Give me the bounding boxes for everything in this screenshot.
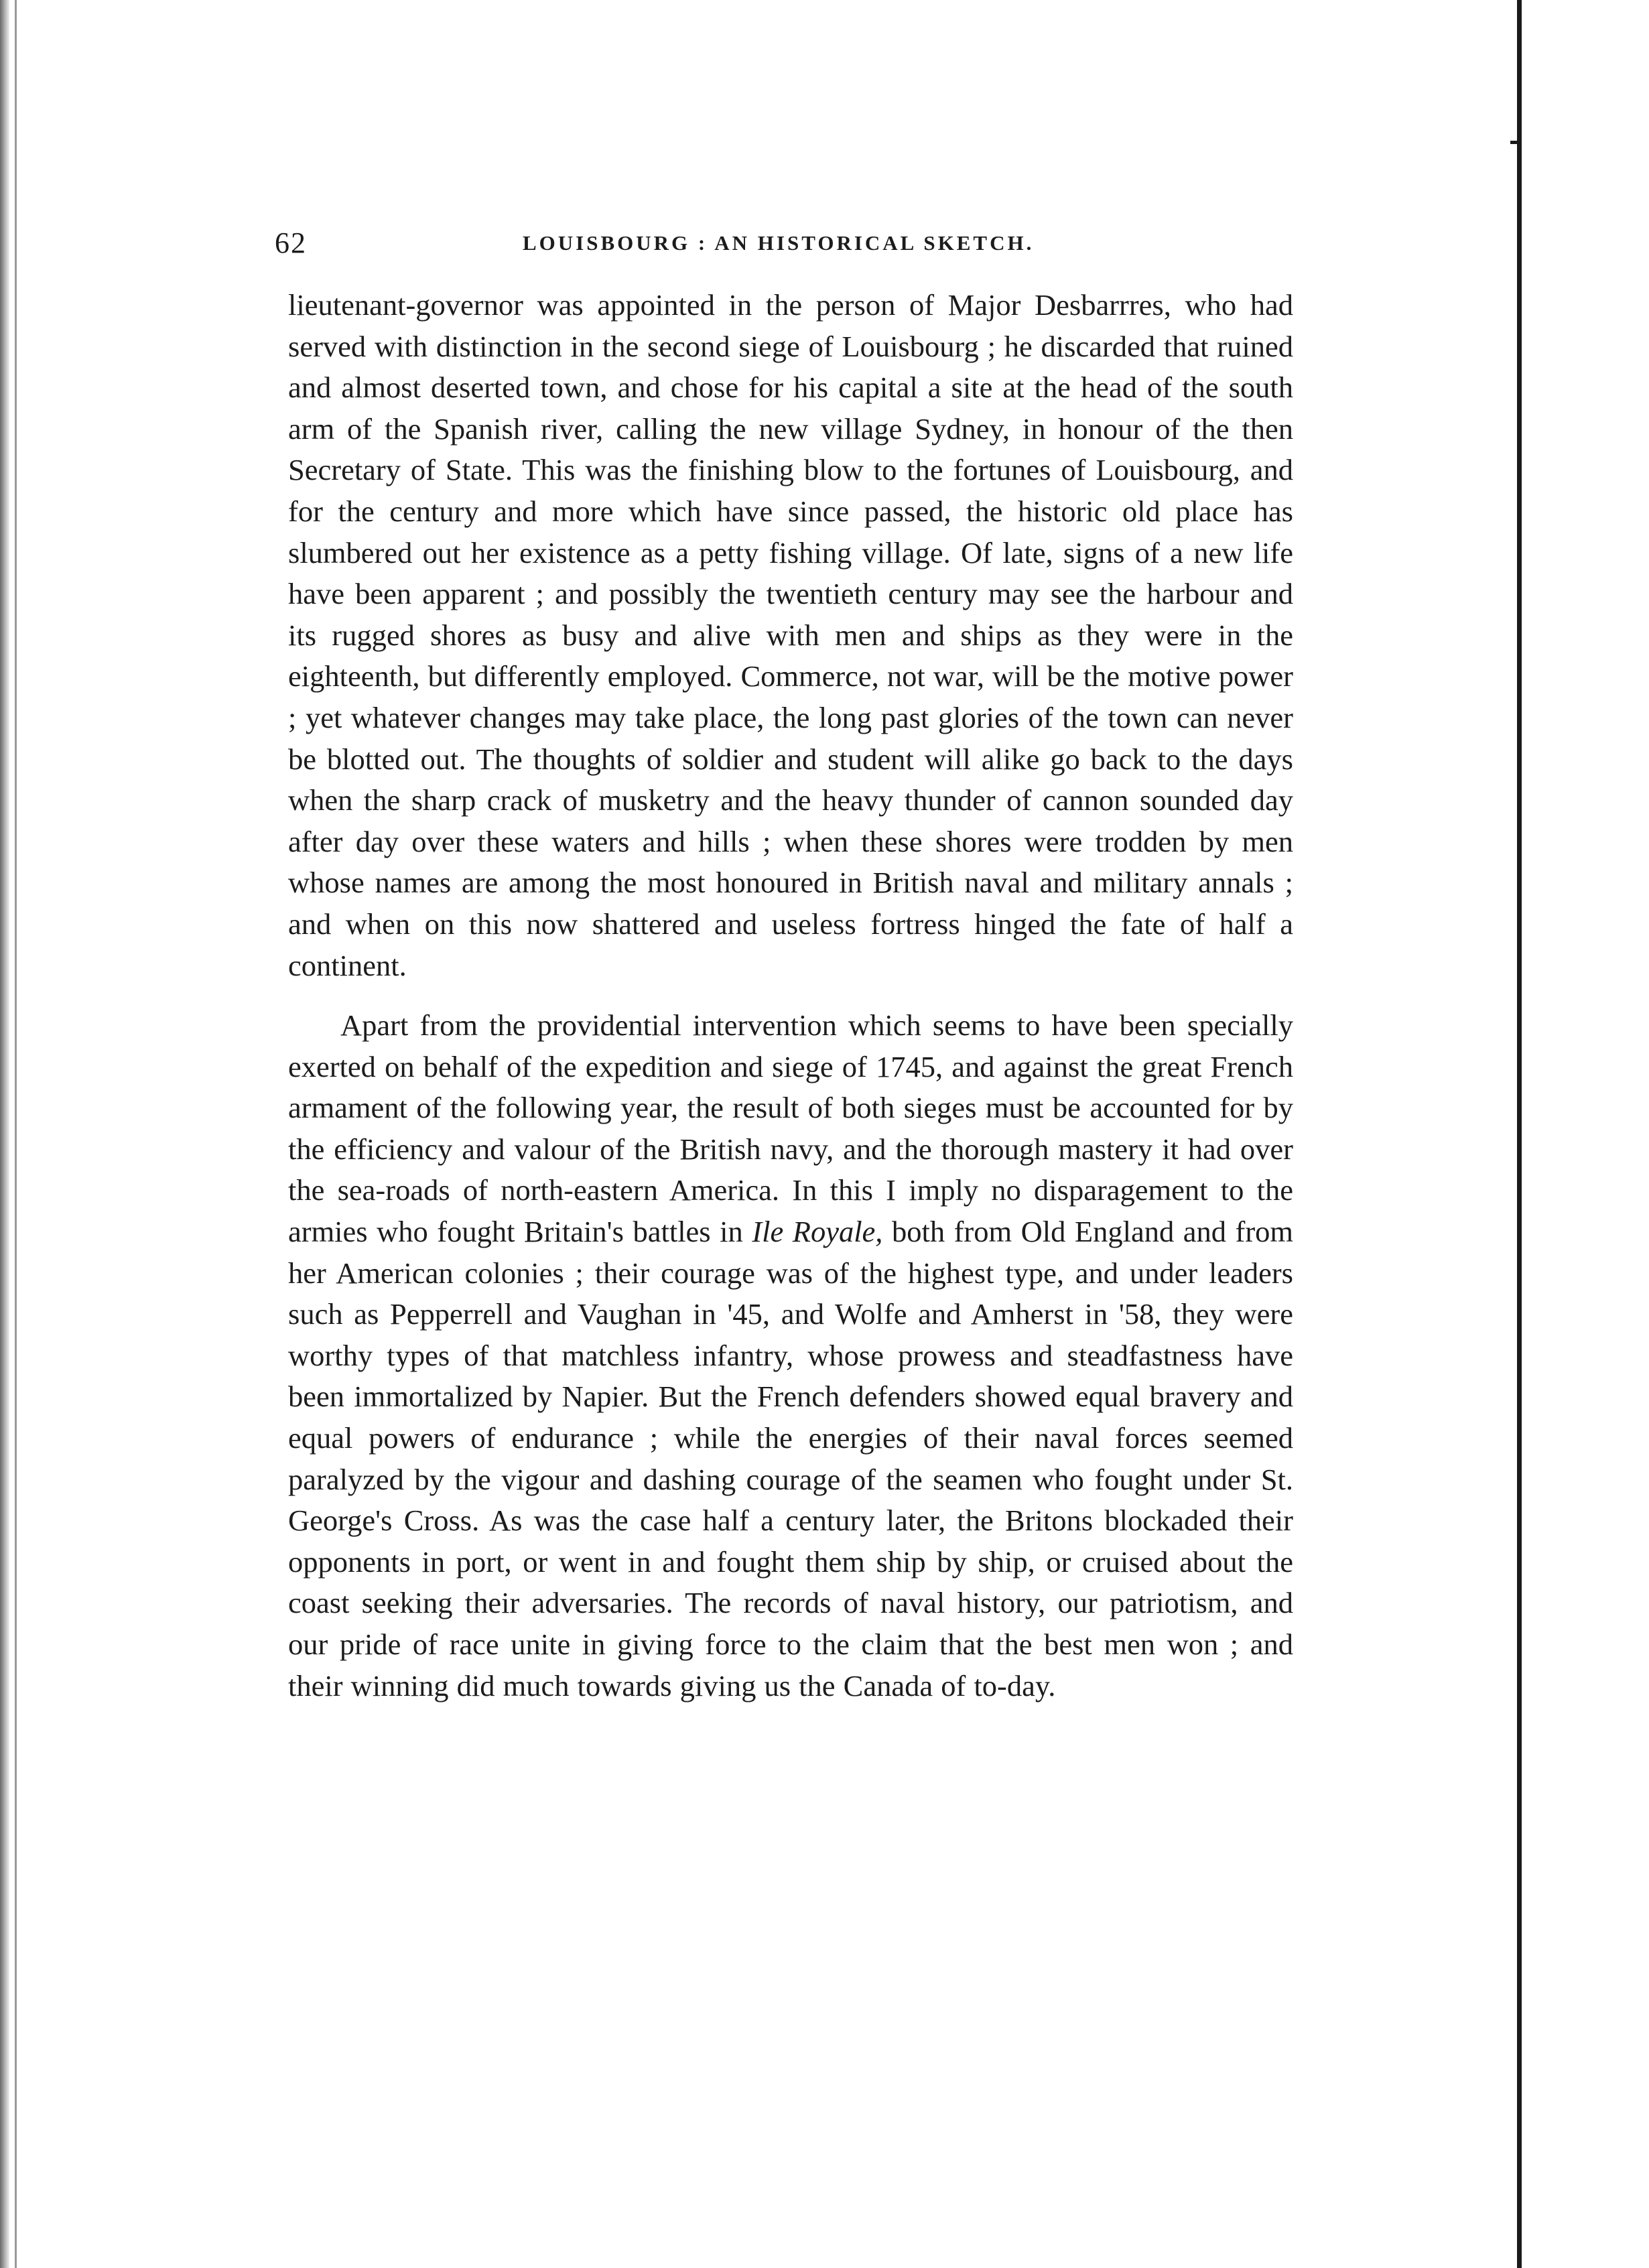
page-number: 62 [275,226,307,259]
paragraph-2-part-2: both from Old England and from her American colonies ; their courage was of the highest type, and under leaders such as Pepperrell and Vaughan in '45, and Wolfe and Amherst in '58, they were worthy types of that matchless infantry, whose prowess and steadfastness have been immortalized by Napier. But the French defenders showed equal bravery and equal powers of endurance ; while the energies of their naval forces seemed paralyzed by the vigour and dashing courage of the seamen who fought under St. George's Cross. As was the case half a century later, the Britons blockaded their opponents in port, or went in and fought them ship by ship, or cruised about the coast seeking their adversaries. The records of naval history, our patriotism, and our pride of race unite in giving force to the claim that the best men won ; and their winning did much towards giving us the Canada of to-day. [288,1215,1294,1703]
paragraph-2 [288,1005,1293,1707]
body-text [288,285,1293,1707]
page-header [275,220,1297,267]
paragraph-2-part-1: Apart from the providential intervention which seems to have been specially exerted on behalf of the expedition and siege of 1745, and against the great French armament of the following year, the result of both sieges must be accounted for by the efficiency and valour of the British navy, and the thorough mastery it had over the sea-roads of north-eastern America. In this I imply no disparagement to the armies who fought Britain's battles in [288,1008,1293,1249]
running-head: LOUISBOURG : AN HISTORICAL SKETCH. [523,231,1035,255]
paragraph-2-italic-ile-royale: Ile Royale, [752,1215,883,1249]
paragraph-1: lieutenant-governor was appointed in the person of Major Desbarrres, who had served with distinction in the second siege of Louisbourg ; he discarded that ruined and almost deserted town, and chose for his capital a site at the head of the south arm of the Spanish river, calling the new village Sydney, in honour of the then Secretary of State. This was the finishing blow to the fortunes of Louisbourg, and for the century and more which have since passed, the historic old place has slumbered out her existence as a petty fishing village. Of late, signs of a new life have been apparent ; and possibly the twentieth century may see the harbour and its rugged shores as busy and alive with men and ships as they were in the eighteenth, but differently employed. Commerce, not war, will be the motive power ; yet whatever changes may take place, the long past glories of the town can never be blotted out. The thoughts of soldier and student will alike go back to the days when the sharp crack of musketry and the heavy thunder of cannon sounded day after day over these waters and hills ; when these shores were trodden by men whose names are among the most honoured in British naval and military annals ; and when on this now shattered and useless fortress hinged the fate of half a continent. [288,288,1293,982]
paragraph-gap [288,986,1293,1005]
